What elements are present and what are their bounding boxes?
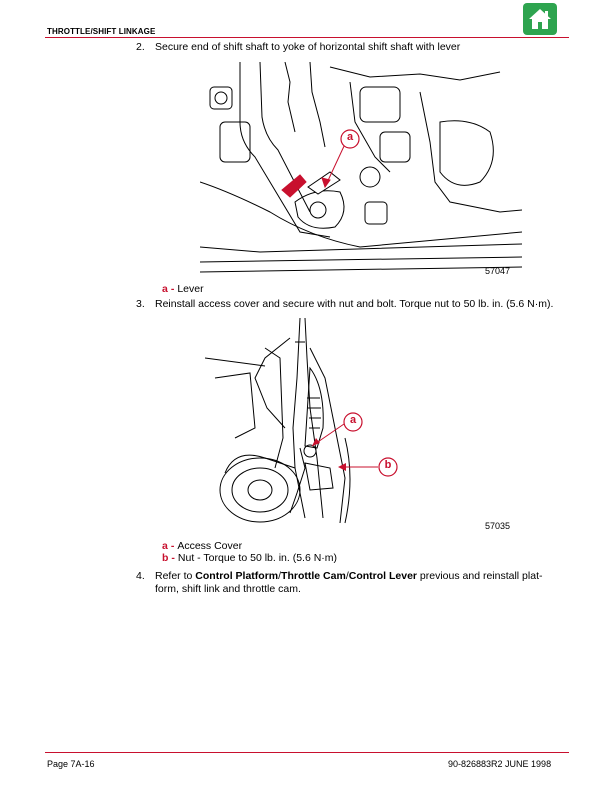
home-button[interactable] bbox=[523, 3, 557, 35]
step-number: 4. bbox=[136, 570, 145, 582]
step-4 bbox=[136, 570, 576, 598]
callout-label: a bbox=[349, 414, 357, 426]
ref-control-lever: Control Lever bbox=[348, 570, 417, 582]
legend-item: a - Lever bbox=[162, 283, 204, 295]
step-text: Secure end of shift shaft to yoke of horizontal shift shaft with lever bbox=[155, 41, 461, 53]
header-divider bbox=[45, 37, 569, 38]
legend-key: a bbox=[162, 540, 168, 552]
step-number: 3. bbox=[136, 298, 145, 310]
step-number: 2. bbox=[136, 41, 145, 53]
legend-label: Lever bbox=[177, 283, 204, 295]
legend-item: a - Access Cover bbox=[162, 540, 243, 552]
figure-id: 57047 bbox=[485, 266, 511, 276]
step-2 bbox=[136, 41, 576, 55]
ref-control-platform: Control Platform bbox=[195, 570, 279, 582]
legend-item: b - Nut - Torque to 50 lb. in. (5.6 N·m) bbox=[162, 552, 338, 564]
lever-illustration bbox=[200, 62, 522, 277]
legend-key: a bbox=[162, 283, 168, 295]
legend-label: Access Cover bbox=[177, 540, 243, 552]
ref-throttle-cam: Throttle Cam bbox=[281, 570, 346, 582]
footer-divider bbox=[45, 752, 569, 753]
legend-key: b bbox=[162, 552, 169, 564]
figure-id: 57035 bbox=[485, 521, 511, 531]
section-title: THROTTLE/SHIFT LINKAGE bbox=[47, 27, 156, 36]
step-text: Reinstall access cover and secure with nut and bolt. Torque nut to 50 lb. in. (5.6 N·m). bbox=[155, 298, 554, 310]
step-3 bbox=[136, 298, 576, 312]
document-number: 90-826883R2 JUNE 1998 bbox=[448, 759, 552, 769]
legend-label: Nut - Torque to 50 lb. in. (5.6 N·m) bbox=[177, 552, 338, 564]
callout-label: b bbox=[384, 459, 392, 471]
callout-label: a bbox=[346, 131, 354, 143]
step-text: Refer to Control Platform/Throttle Cam/Control Lever previous and reinstall plat- form, shift link and throttle cam. bbox=[155, 570, 543, 595]
page-number: Page 7A-16 bbox=[47, 759, 95, 769]
home-icon bbox=[527, 7, 553, 31]
